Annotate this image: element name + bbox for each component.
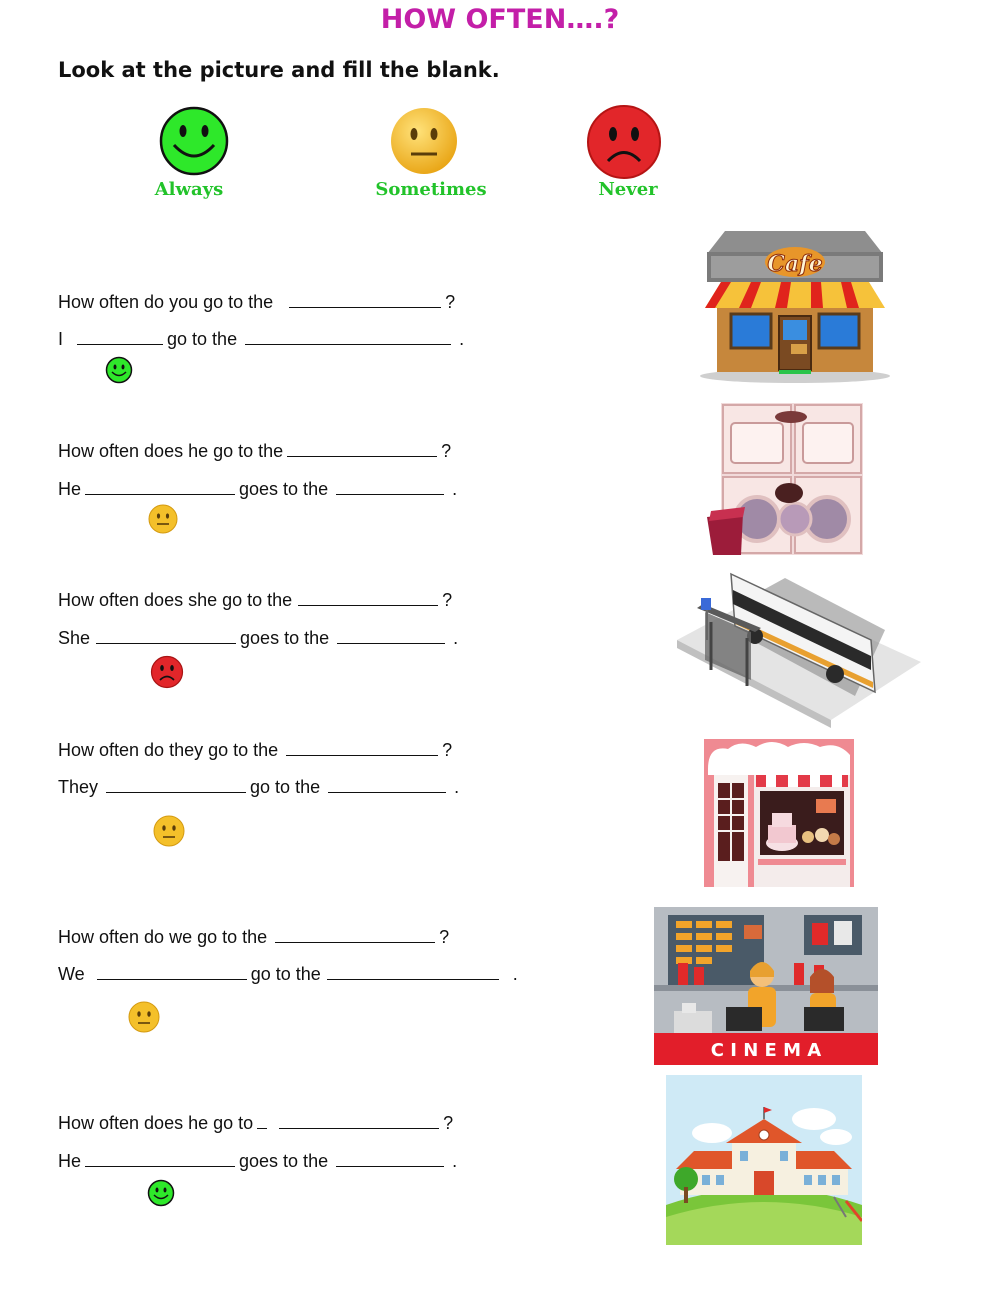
answer-6-text: goes to the	[239, 1151, 329, 1171]
answer-1	[58, 328, 464, 350]
question-3	[58, 589, 452, 611]
answer-2-text: goes to the	[239, 479, 329, 499]
question-2-text: How often does he go to the	[58, 441, 284, 461]
answer-2	[58, 478, 457, 500]
answer-3-text: goes to the	[240, 628, 330, 648]
neutral-face-icon	[128, 1001, 160, 1033]
blank-frequency-3[interactable]	[96, 627, 236, 644]
sad-face-icon	[150, 655, 184, 689]
blank-answer-place-6[interactable]	[336, 1150, 444, 1167]
answer-1-text: go to the	[167, 329, 238, 349]
bus-stop-picture	[675, 570, 923, 730]
answer-5-subject: We	[58, 964, 85, 984]
question-mark: ?	[442, 590, 453, 610]
question-mark: ?	[443, 1113, 454, 1133]
cinema-sign-text: C I N E M A	[710, 1040, 822, 1061]
answer-2-subject: He	[58, 479, 82, 499]
happy-face-icon	[158, 105, 230, 177]
blank-answer-place-4[interactable]	[328, 776, 446, 793]
question-6	[58, 1112, 453, 1134]
blank-place-6[interactable]	[279, 1112, 439, 1129]
question-4-text: How often do they go to the	[58, 740, 279, 760]
answer-4-subject: They	[58, 777, 99, 797]
neutral-face-icon	[148, 504, 178, 534]
answer-6	[58, 1150, 457, 1172]
question-1-text: How often do you go to the	[58, 292, 274, 312]
answer-5-text: go to the	[250, 964, 321, 984]
full-stop: .	[453, 628, 459, 648]
question-mark: ?	[445, 292, 456, 312]
legend-label-always: Always	[154, 179, 224, 200]
question-2	[58, 440, 451, 462]
answer-3	[58, 627, 458, 649]
blank-frequency-1[interactable]	[77, 328, 163, 345]
blank-place-3[interactable]	[298, 589, 438, 606]
answer-4-text: go to the	[250, 777, 321, 797]
question-mark: ?	[442, 740, 453, 760]
legend-label-sometimes: Sometimes	[375, 179, 487, 200]
question-4	[58, 739, 452, 761]
cafe-sign-text: Cafe	[767, 251, 823, 277]
blank-answer-place-3[interactable]	[337, 627, 445, 644]
neutral-face-icon	[153, 815, 185, 847]
full-stop: .	[452, 1151, 458, 1171]
blank-frequency-5[interactable]	[97, 963, 247, 980]
question-5-text: How often do we go to the	[58, 927, 268, 947]
instruction: Look at the picture and fill the blank.	[58, 58, 500, 82]
cinema-picture	[654, 907, 878, 1065]
blank-place-4[interactable]	[286, 739, 438, 756]
question-mark: ?	[441, 441, 452, 461]
blank-answer-place-1[interactable]	[245, 328, 451, 345]
question-1	[58, 291, 455, 313]
blank-frequency-6[interactable]	[85, 1150, 235, 1167]
answer-6-subject: He	[58, 1151, 82, 1171]
laundromat-picture	[705, 401, 867, 557]
answer-3-subject: She	[58, 628, 91, 648]
question-mark: ?	[439, 927, 450, 947]
blank-frequency-4[interactable]	[106, 776, 246, 793]
full-stop: .	[452, 479, 458, 499]
question-6-text: How often does he go to	[58, 1113, 254, 1133]
page-title: HOW OFTEN….?	[380, 4, 620, 35]
full-stop: .	[459, 329, 465, 349]
answer-1-subject: I	[58, 329, 64, 349]
full-stop: .	[512, 964, 518, 984]
full-stop: .	[454, 777, 460, 797]
blank-article-6[interactable]	[257, 1112, 267, 1129]
sad-face-icon	[586, 104, 662, 180]
happy-face-icon	[105, 356, 133, 384]
blank-answer-place-2[interactable]	[336, 478, 444, 495]
legend-label-never: Never	[598, 179, 658, 200]
answer-4	[58, 776, 459, 798]
blank-place-1[interactable]	[289, 291, 441, 308]
bakery-picture	[704, 739, 854, 887]
happy-face-icon	[147, 1179, 175, 1207]
blank-place-5[interactable]	[275, 926, 435, 943]
neutral-face-icon	[389, 106, 459, 176]
blank-answer-place-5[interactable]	[327, 963, 499, 980]
question-5	[58, 926, 449, 948]
school-picture	[666, 1075, 862, 1245]
cafe-picture	[695, 226, 895, 384]
blank-place-2[interactable]	[287, 440, 437, 457]
blank-frequency-2[interactable]	[85, 478, 235, 495]
answer-5	[58, 963, 518, 985]
question-3-text: How often does she go to the	[58, 590, 293, 610]
